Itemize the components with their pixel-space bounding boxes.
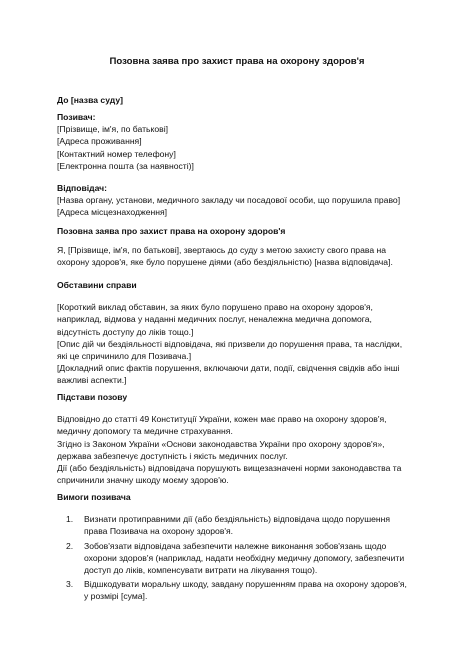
grounds-heading: Підстави позову xyxy=(57,392,128,402)
demands-section xyxy=(57,491,447,603)
list-item-line: охорони здоров'я (наприклад, надати необхідну медичну допомогу, забезпечити xyxy=(84,552,405,563)
circumstances-line: [Докладний опис фактів порушення, включаючи дати, події, свідчення свідків або інші xyxy=(57,363,400,374)
circumstances-line: наприклад, відмова у наданні медичних послуг, неналежна медична допомога, xyxy=(57,314,372,325)
grounds-line: спричинили значну шкоду моєму здоров'ю. xyxy=(57,475,229,486)
plaintiff-line: [Електронна пошта (за наявності)] xyxy=(57,160,194,171)
court-line: До [назва суду] xyxy=(57,95,123,105)
circumstances-section xyxy=(57,279,437,387)
list-item xyxy=(57,513,447,537)
intro-line: охорону здоров'я, яке було порушене діями (або бездіяльністю) [назва відповідача]. xyxy=(57,257,393,268)
circumstances-line: [Опис дій чи бездіяльності відповідача, які призвели до порушення права, та наслідки, xyxy=(57,338,403,349)
list-item xyxy=(57,540,447,577)
plaintiff-line: [Контактний номер телефону] xyxy=(57,148,176,159)
grounds-line: Згідно із Законом України «Основи законодавства України про охорону здоров'я», xyxy=(57,438,385,449)
intro-paragraph xyxy=(57,244,437,268)
plaintiff-line: [Прізвище, ім'я, по батькові] xyxy=(57,124,169,135)
grounds-line: медичну допомогу та медичне страхування. xyxy=(57,426,233,437)
intro-line: Я, [Прізвище, ім'я, по батькові], звертаюсь до суду з метою захисту свого права на xyxy=(57,245,387,255)
list-item-line: Відшкодувати моральну шкоду, завдану порушенням права на охорону здоров'я, xyxy=(84,579,407,590)
grounds-line: Відповідно до статті 49 Конституції України, кожен має право на охорону здоров'я, xyxy=(57,414,387,425)
list-item-number: 3. xyxy=(66,579,74,590)
defendant-heading: Відповідач: xyxy=(57,183,108,193)
demands-heading: Вимоги позивача xyxy=(57,492,131,502)
grounds-section xyxy=(57,391,437,486)
defendant-line: [Адреса місцезнаходження] xyxy=(57,207,168,218)
list-item-number: 1. xyxy=(66,514,74,525)
grounds-line: Дії (або бездіяльність) відповідача порушують вищезазначені норми законодавства та xyxy=(57,463,402,474)
list-item-line: права Позивача на охорону здоров'я. xyxy=(84,526,234,537)
list-item xyxy=(57,578,447,602)
plaintiff-block xyxy=(57,111,417,172)
demands-list xyxy=(57,513,447,602)
list-item-line: у розмірі [сума]. xyxy=(84,591,148,602)
plaintiff-line: [Адреса проживання] xyxy=(57,136,142,147)
claim-title: Позовна заява про захист права на охорону здоров'я xyxy=(57,226,286,236)
plaintiff-heading: Позивач: xyxy=(57,112,96,122)
grounds-line: держава забезпечує доступність і якість медичних послуг. xyxy=(57,450,288,461)
circumstances-line: важливі аспекти.] xyxy=(57,375,127,386)
list-item-line: Визнати протиправними дії (або бездіяльність) відповідача щодо порушення xyxy=(84,514,391,525)
circumstances-line: які це спричинило для Позивача.] xyxy=(57,351,192,362)
defendant-line: [Назва органу, установи, медичного закладу чи посадової особи, що порушила право] xyxy=(57,195,401,206)
circumstances-heading: Обставини справи xyxy=(57,280,137,290)
document-title: Позовна заява про захист права на охорону здоров'я xyxy=(109,56,365,67)
circumstances-line: [Короткий виклад обставин, за яких було порушено право на охорону здоров'я, xyxy=(57,302,373,313)
list-item-line: Зобов'язати відповідача забезпечити належне виконання зобов'язань щодо xyxy=(84,540,387,551)
list-item-line: доступ до ліків, компенсувати витрати на лікування тощо). xyxy=(84,565,318,576)
defendant-block xyxy=(57,182,437,219)
circumstances-line: відсутність доступу до ліків тощо.] xyxy=(57,326,194,337)
list-item-number: 2. xyxy=(66,540,74,551)
